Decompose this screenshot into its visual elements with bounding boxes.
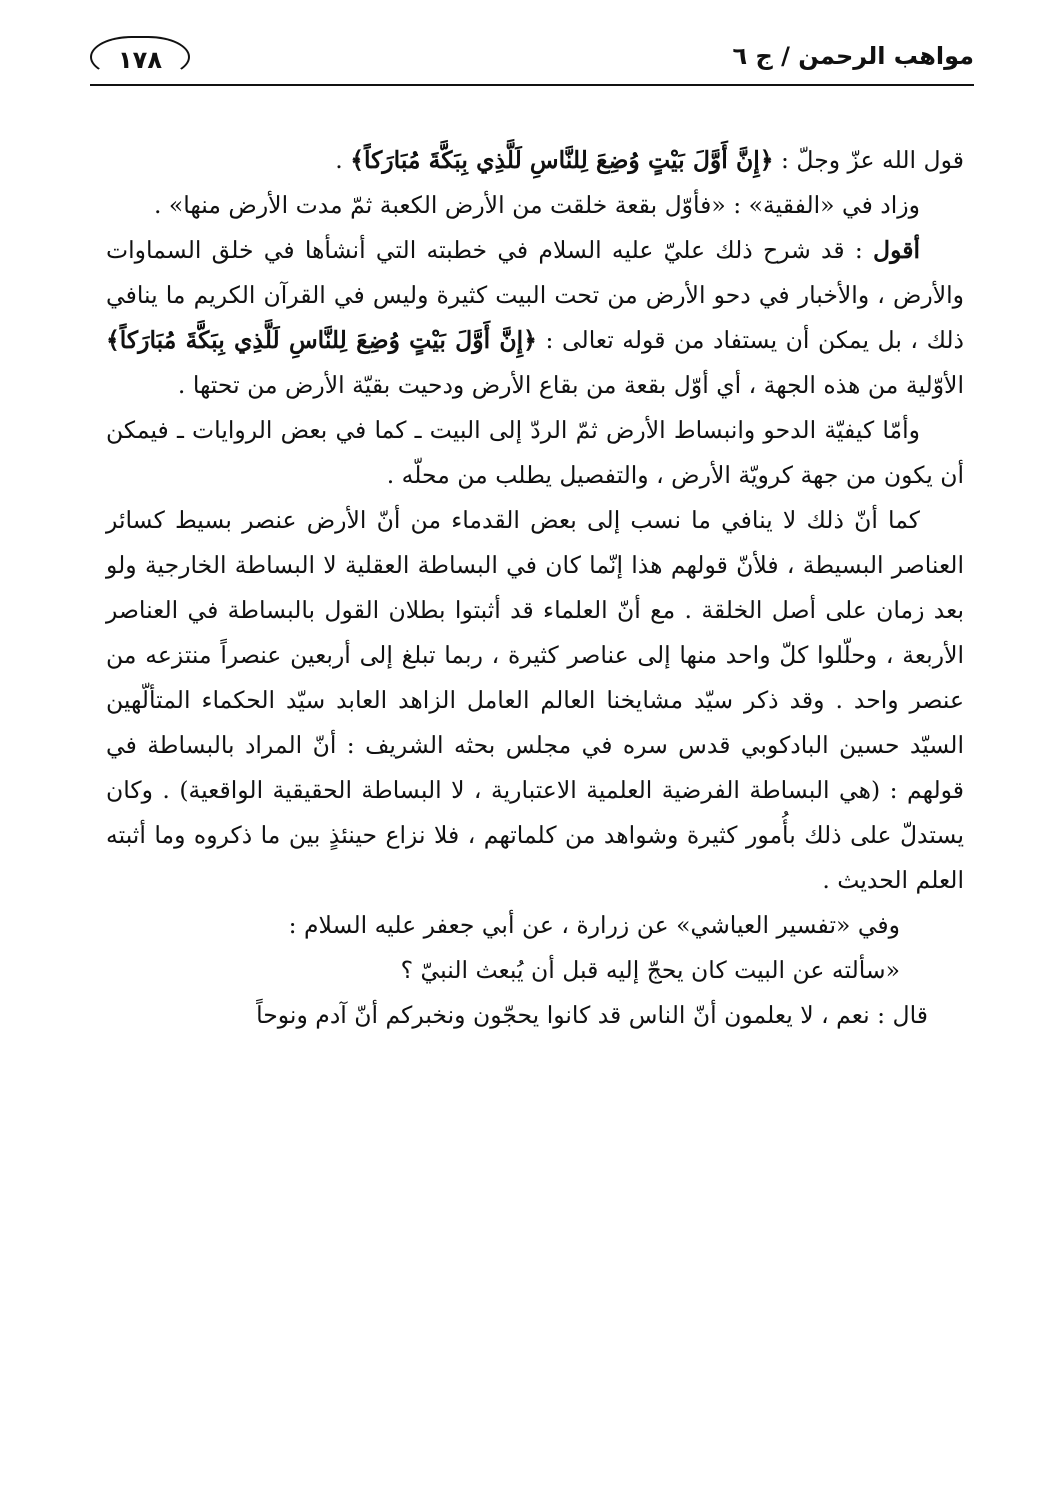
paragraph-ayyashi-citation: وفي «تفسير العياشي» عن زرارة ، عن أبي جعفر عليه السلام : — [288, 911, 900, 939]
paragraph-author-commentary: أقول : قد شرح ذلك عليّ عليه السلام في خطبته التي أنشأها في خلق السماوات والأرض ، والأخبار في دحو الأرض من تحت البيت كثيرة وليس في القرآن الكريم ما ينافي ذلك ، بل يمكن أن يستفاد من قوله تعالى : ﴿إِنَّ أَوَّلَ بَيْتٍ وُضِعَ لِلنَّاسِ لَلَّذِي بِبَكَّةَ مُبَارَكاً﴾ الأوّلية من هذه الجهة ، أي أوّل بقعة من بقاع الأرض ودحيت بقيّة الأرض من تحتها . — [106, 236, 964, 399]
body-text — [106, 138, 964, 1038]
page-number: ١٧٨ — [90, 36, 190, 78]
paragraph-faqih-addition: وزاد في «الفقية» : «فأوّل بقعة خلقت من الأرض الكعبة ثمّ مدت الأرض منها» . — [153, 191, 920, 219]
paragraph-narration-answer: قال : نعم ، لا يعلمون أنّ الناس قد كانوا يحجّون ونخبركم أنّ آدم ونوحاً — [256, 1001, 928, 1029]
paragraph-elements-simplicity: كما أنّ ذلك لا ينافي ما نسب إلى بعض القدماء من أنّ الأرض عنصر بسيط كسائر العناصر البسيطة ، فلأنّ قولهم هذا إنّما كان في البساطة العقلية لا البساطة الخارجية ولو بعد زمان على أصل الخلقة . مع أنّ العلماء قد أثبتوا بطلان القول بالبساطة في العناصر الأربعة ، وحلّلوا كلّ واحد منها إلى عناصر كثيرة ، ربما تبلغ إلى أربعين عنصراً منتزعه من عنصر واحد . وقد ذكر سيّد مشايخنا العالم العامل الزاهد العابد سيّد الحكماء المتألّهين السيّد حسين البادكوبي قدس سره في مجلس بحثه الشريف : أنّ المراد بالبساطة في قولهم : (هي البساطة الفرضية العلمية الاعتبارية ، لا البساطة الحقيقية الواقعية) . وكان يستدلّ على ذلك بأُمور كثيرة وشواهد من كلماتهم ، فلا نزاع حينئذٍ بين ما ذكروه وما أثبته العلم الحديث . — [106, 506, 964, 894]
quran-quote: ﴿إِنَّ أَوَّلَ بَيْتٍ وُضِعَ لِلنَّاسِ لَلَّذِي بِبَكَّةَ مُبَارَكاً﴾ — [106, 326, 537, 354]
author-keyword: أقول — [873, 236, 920, 264]
paragraph-earth-spreading: وأمّا كيفيّة الدحو وانبساط الأرض ثمّ الردّ إلى البيت ـ كما في بعض الروايات ـ فيمكن أن يكون من جهة كرويّة الأرض ، والتفصيل يطلب من محلّه . — [106, 416, 964, 489]
paragraph-narration-question: «سألته عن البيت كان يحجّ إليه قبل أن يُبعث النبيّ ؟ — [400, 956, 900, 984]
paragraph-quran-verse-intro: قول الله عزّ وجلّ : ﴿إِنَّ أَوَّلَ بَيْتٍ وُضِعَ لِلنَّاسِ لَلَّذِي بِبَكَّةَ مُبَارَكاً﴾ . — [335, 146, 964, 174]
page-header — [90, 34, 974, 86]
header-divider — [90, 84, 974, 86]
quran-quote: ﴿إِنَّ أَوَّلَ بَيْتٍ وُضِعَ لِلنَّاسِ لَلَّذِي بِبَكَّةَ مُبَارَكاً﴾ — [350, 146, 774, 174]
running-header-title: مواهب الرحمن / ج ٦ — [732, 42, 974, 70]
